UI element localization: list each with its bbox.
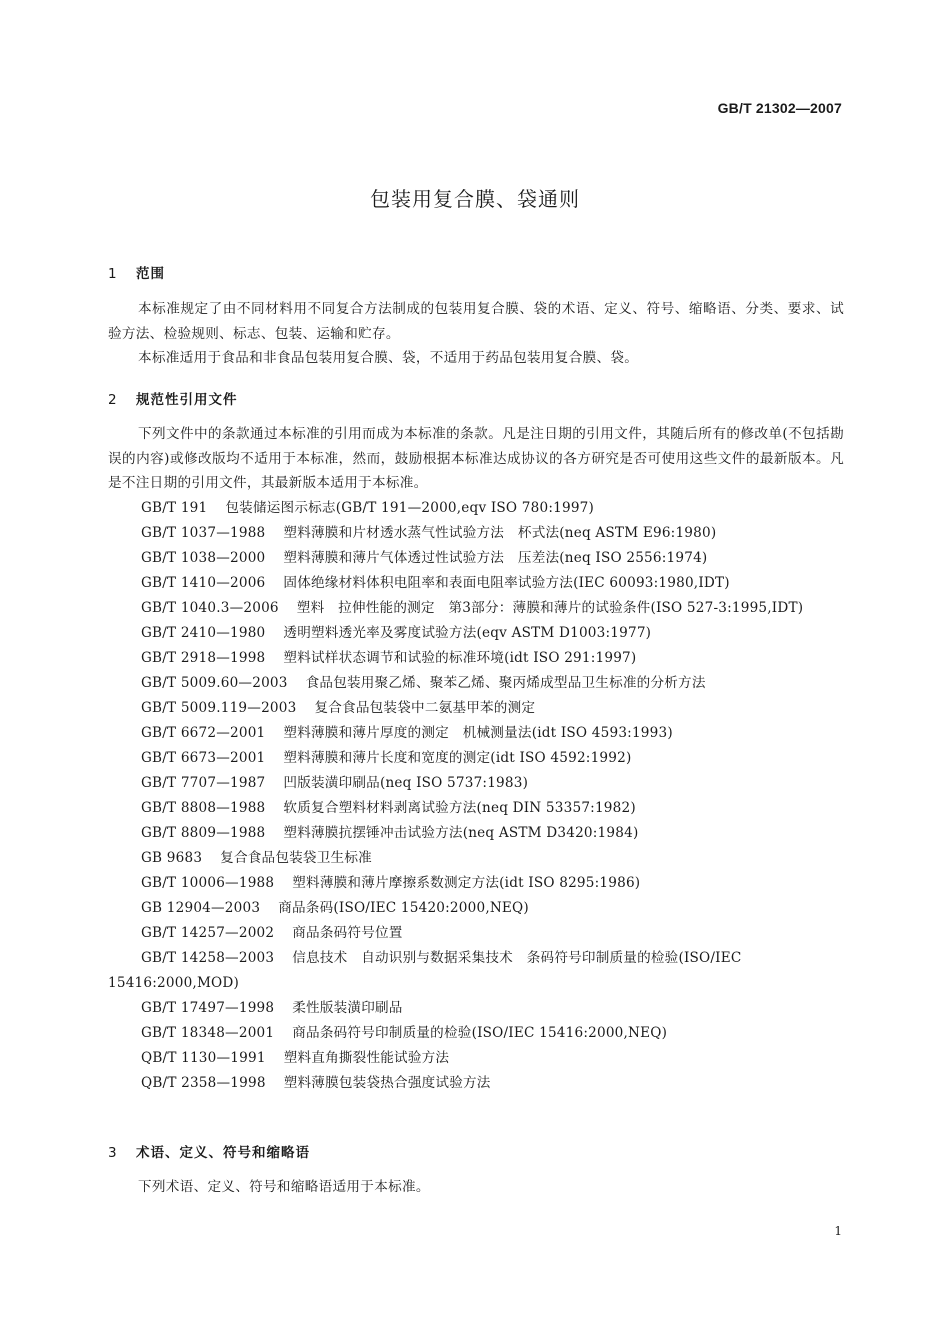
section-2-heading [108, 388, 238, 408]
section-3-heading [108, 1141, 310, 1161]
reference-title: 透明塑料透光率及雾度试验方法(eqv ASTM D1003:1977) [283, 625, 652, 641]
reference-id: GB/T 5009.60—2003 [141, 675, 288, 691]
reference-item [108, 1046, 844, 1071]
standard-number: GB/T 21302—2007 [717, 100, 842, 116]
reference-title: 塑料薄膜和薄片摩擦系数测定方法(idt ISO 8295:1986) [292, 875, 641, 891]
page-number: 1 [834, 1224, 842, 1238]
reference-title: 塑料薄膜和薄片气体透过性试验方法 压差法(neq ISO 2556:1974) [283, 550, 708, 566]
reference-id: GB/T 6673—2001 [141, 750, 266, 766]
reference-item [108, 596, 844, 621]
reference-id: GB 9683 [141, 850, 203, 866]
reference-item [108, 746, 844, 771]
reference-title: 商品条码符号印制质量的检验(ISO/IEC 15416:2000,NEQ) [292, 1025, 668, 1041]
document-title: 包装用复合膜、袋通则 [370, 187, 580, 211]
section-1-title: 范围 [136, 266, 165, 282]
reference-title: 塑料薄膜抗摆锤冲击试验方法(neq ASTM D3420:1984) [283, 825, 639, 841]
section-2-title: 规范性引用文件 [136, 392, 238, 408]
reference-id: GB/T 10006—1988 [141, 875, 275, 891]
section-2-intro: 下列文件中的条款通过本标准的引用而成为本标准的条款。凡是注日期的引用文件，其随后所有的修改单(不包括勘误的内容)或修改版均不适用于本标准，然而，鼓励根据本标准达成协议的各方研究是否可使用这些文件的最新版本。凡是不注日期的引用文件，其最新版本适用于本标准。 [108, 426, 844, 491]
reference-title: 商品条码(ISO/IEC 15420:2000,NEQ) [278, 900, 529, 916]
reference-title: 商品条码符号位置 [292, 925, 403, 941]
reference-id: GB/T 5009.119—2003 [141, 700, 297, 716]
section-1-paragraph-2: 本标准适用于食品和非食品包装用复合膜、袋，不适用于药品包装用复合膜、袋。 [138, 350, 639, 366]
section-2-number: 2 [108, 392, 118, 408]
section-3-number: 3 [108, 1145, 118, 1161]
reference-id: GB/T 191 [141, 500, 208, 516]
reference-id: GB/T 1040.3—2006 [141, 600, 279, 616]
reference-item [108, 946, 844, 996]
reference-id: GB/T 17497—1998 [141, 1000, 275, 1016]
reference-item [108, 646, 844, 671]
reference-title: 凹版装潢印刷品(neq ISO 5737:1983) [283, 775, 529, 791]
reference-item [108, 771, 844, 796]
reference-item [108, 671, 844, 696]
reference-title: 信息技术 自动识别与数据采集技术 条码符号印制质量的检验(ISO/IEC 15416:2000,MOD) [108, 950, 742, 991]
reference-item [108, 796, 844, 821]
reference-id: GB/T 7707—1987 [141, 775, 266, 791]
section-3-paragraph-1: 下列术语、定义、符号和缩略语适用于本标准。 [138, 1179, 430, 1195]
reference-item [108, 571, 844, 596]
reference-title: 塑料试样状态调节和试验的标准环境(idt ISO 291:1997) [283, 650, 637, 666]
reference-item [108, 871, 844, 896]
reference-item [108, 621, 844, 646]
reference-id: QB/T 2358—1998 [141, 1075, 266, 1091]
reference-title: 复合食品包装袋卫生标准 [220, 850, 372, 866]
reference-item [108, 896, 844, 921]
reference-id: GB/T 14258—2003 [141, 950, 275, 966]
reference-item [108, 996, 844, 1021]
reference-id: GB/T 1038—2000 [141, 550, 266, 566]
reference-id: GB/T 1037—1988 [141, 525, 266, 541]
reference-item [108, 1071, 844, 1096]
reference-id: GB/T 6672—2001 [141, 725, 266, 741]
reference-title: 塑料 拉伸性能的测定 第3部分：薄膜和薄片的试验条件(ISO 527-3:1995,IDT) [296, 600, 804, 616]
reference-id: GB/T 8809—1988 [141, 825, 266, 841]
section-1-paragraph-1: 本标准规定了由不同材料用不同复合方法制成的包装用复合膜、袋的术语、定义、符号、缩略语、分类、要求、试验方法、检验规则、标志、包装、运输和贮存。 [108, 301, 844, 342]
reference-item [108, 1021, 844, 1046]
reference-title: 塑料薄膜包装袋热合强度试验方法 [283, 1075, 491, 1091]
reference-item [108, 521, 844, 546]
reference-title: 柔性版装潢印刷品 [292, 1000, 403, 1016]
reference-title: 塑料薄膜和薄片长度和宽度的测定(idt ISO 4592:1992) [283, 750, 632, 766]
reference-item [108, 821, 844, 846]
reference-item [108, 696, 844, 721]
section-3-title: 术语、定义、符号和缩略语 [136, 1145, 310, 1161]
reference-title: 复合食品包装袋中二氨基甲苯的测定 [314, 700, 536, 716]
reference-id: GB/T 8808—1988 [141, 800, 266, 816]
reference-id: GB/T 2918—1998 [141, 650, 266, 666]
reference-item [108, 546, 844, 571]
reference-title: 固体绝缘材料体积电阻率和表面电阻率试验方法(IEC 60093:1980,IDT) [283, 575, 730, 591]
reference-title: 塑料薄膜和片材透水蒸气性试验方法 杯式法(neq ASTM E96:1980) [283, 525, 717, 541]
reference-title: 塑料薄膜和薄片厚度的测定 机械测量法(idt ISO 4593:1993) [283, 725, 673, 741]
reference-id: GB/T 18348—2001 [141, 1025, 275, 1041]
reference-item [108, 921, 844, 946]
section-1-number: 1 [108, 266, 118, 282]
reference-item [108, 721, 844, 746]
reference-title: 包装储运图示标志(GB/T 191—2000,eqv ISO 780:1997) [225, 500, 595, 516]
reference-id: GB/T 1410—2006 [141, 575, 266, 591]
reference-id: GB/T 2410—1980 [141, 625, 266, 641]
reference-id: GB 12904—2003 [141, 900, 261, 916]
section-1-heading [108, 262, 165, 282]
reference-list [108, 496, 844, 1096]
reference-id: GB/T 14257—2002 [141, 925, 275, 941]
reference-item [108, 846, 844, 871]
reference-title: 软质复合塑料材料剥离试验方法(neq DIN 53357:1982) [283, 800, 636, 816]
reference-item [108, 496, 844, 521]
reference-title: 塑料直角撕裂性能试验方法 [283, 1050, 450, 1066]
reference-title: 食品包装用聚乙烯、聚苯乙烯、聚丙烯成型品卫生标准的分析方法 [305, 675, 706, 691]
reference-id: QB/T 1130—1991 [141, 1050, 266, 1066]
